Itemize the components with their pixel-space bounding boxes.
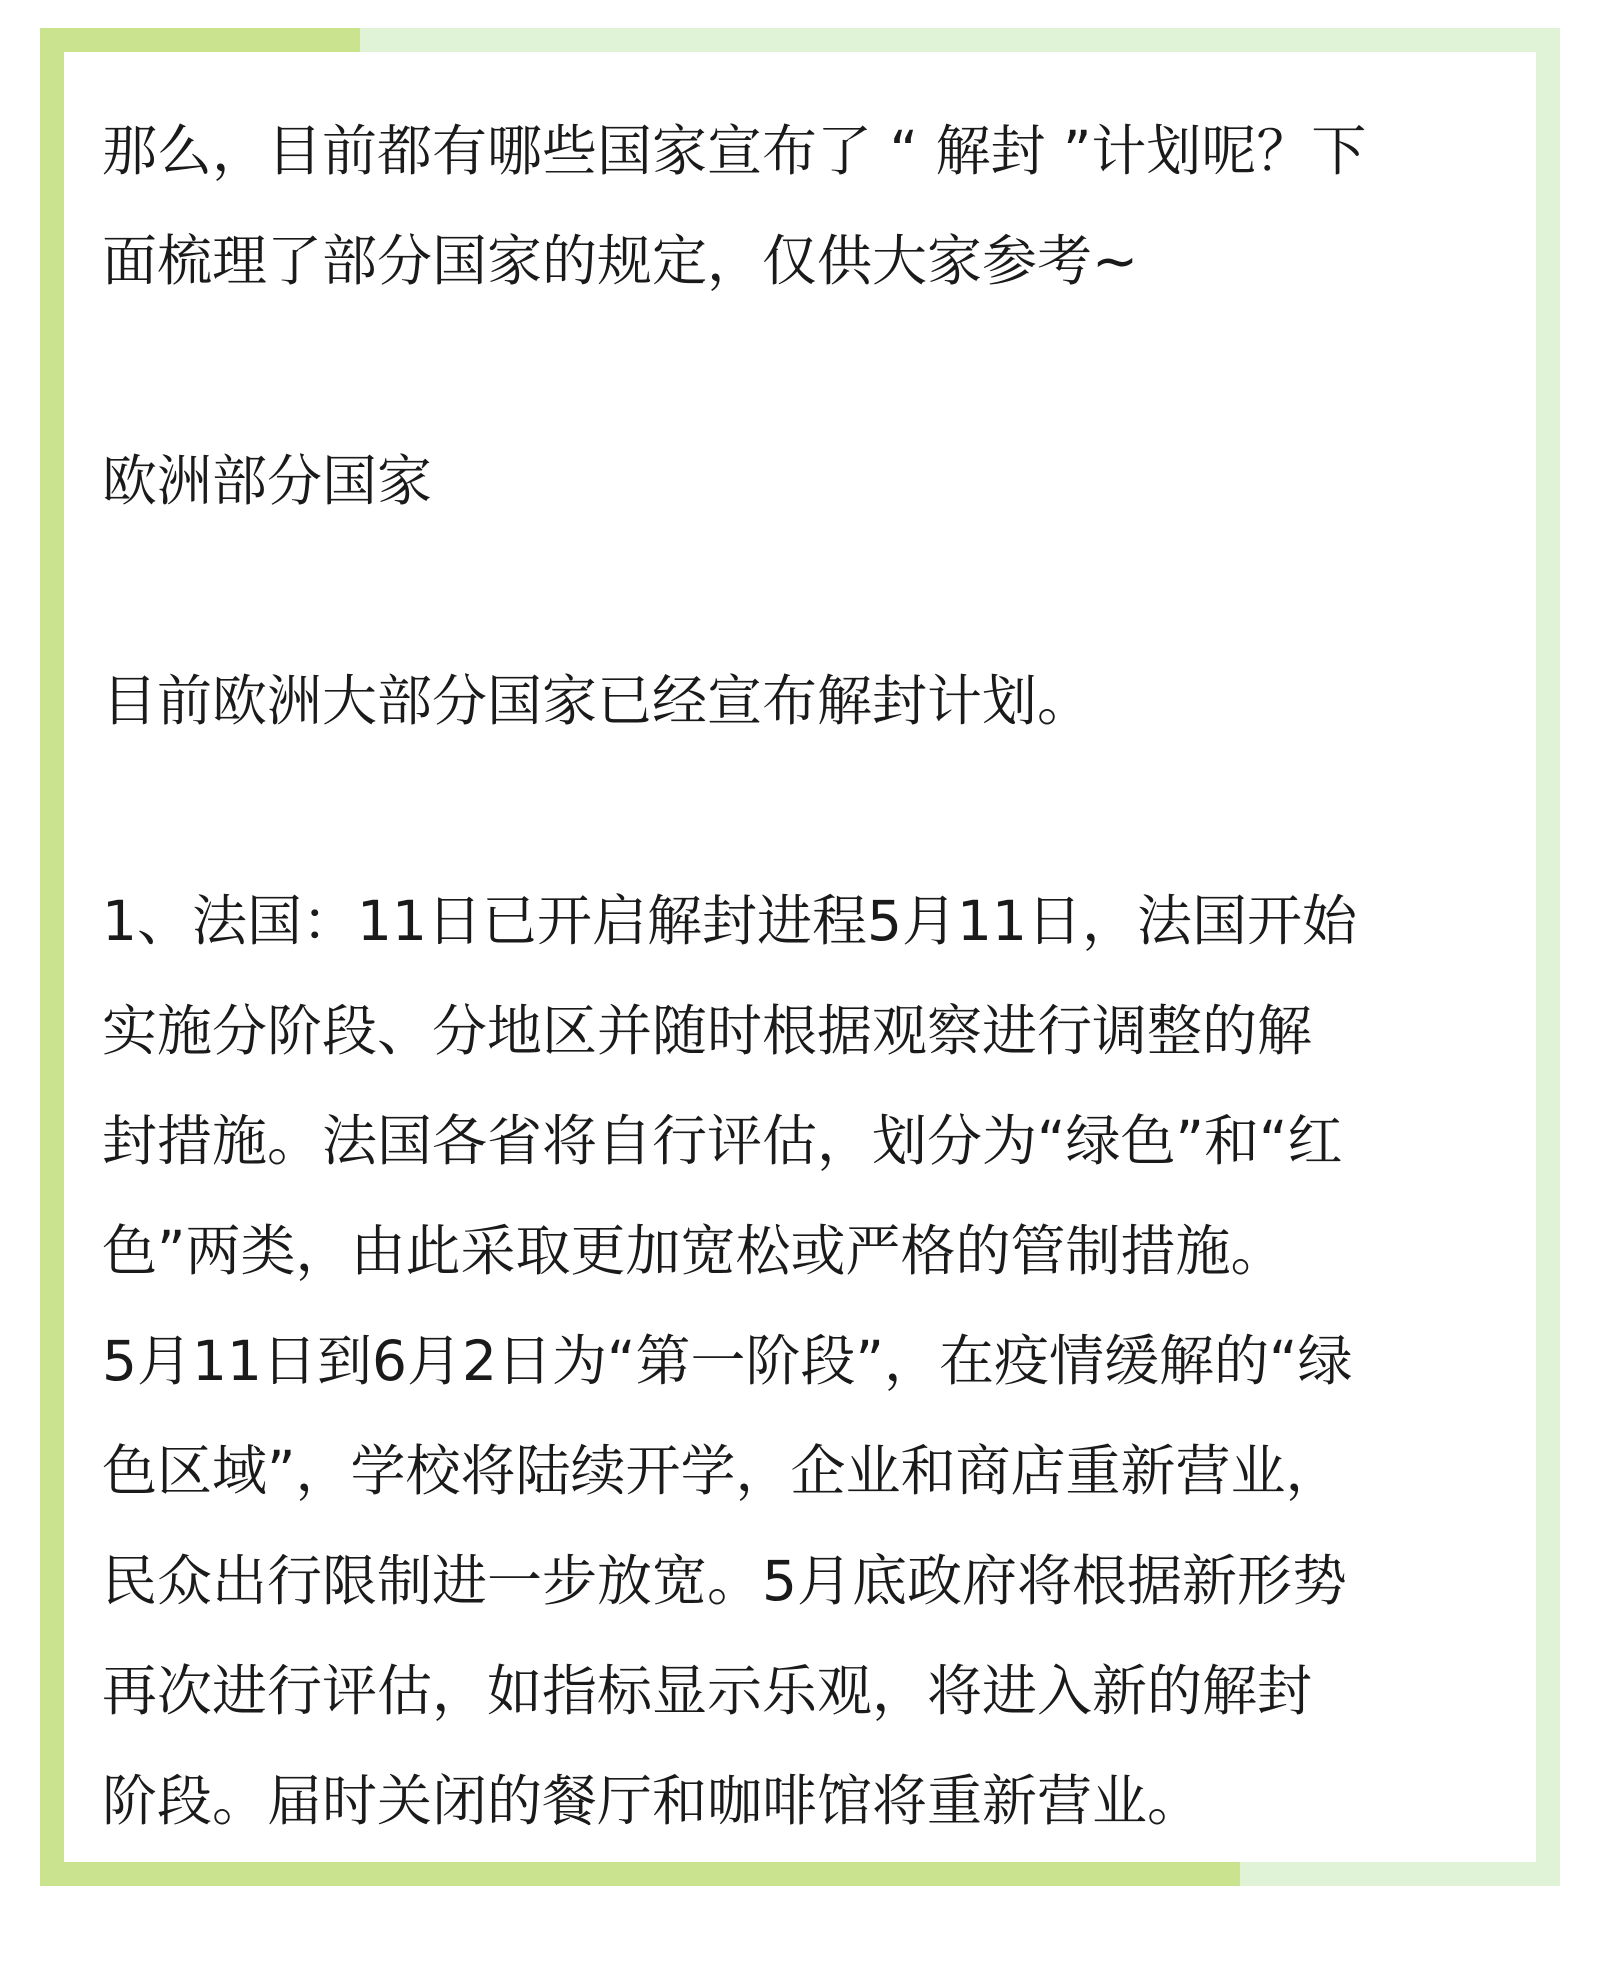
france-paragraph-line: 实施分阶段、分地区并随时根据观察进行调整的解: [102, 999, 1313, 1063]
frame-strip-bottom-accent: [40, 1862, 1240, 1886]
article-body: [102, 96, 1502, 1856]
paragraph-gap: [102, 756, 1502, 866]
france-paragraph-line: 5月11日到6月2日为“第一阶段”，在疫情缓解的“绿: [102, 1329, 1353, 1393]
frame-strip-top: [360, 28, 1560, 52]
europe-summary: 目前欧洲大部分国家已经宣布解封计划。: [102, 669, 1093, 733]
intro-line: 那么，目前都有哪些国家宣布了 “ 解封 ”计划呢？下: [102, 119, 1367, 183]
france-paragraph-line: 色”两类，由此采取更加宽松或严格的管制措施。: [102, 1219, 1286, 1283]
intro-line: 面梳理了部分国家的规定，仅供大家参考~: [102, 229, 1139, 293]
paragraph-gap: [102, 316, 1502, 426]
france-paragraph-line: 阶段。届时关闭的餐厅和咖啡馆将重新营业。: [102, 1769, 1203, 1833]
france-paragraph-line: 再次进行评估，如指标显示乐观，将进入新的解封: [102, 1659, 1313, 1723]
france-paragraph-line: 民众出行限制进一步放宽。5月底政府将根据新形势: [102, 1549, 1347, 1613]
france-paragraph-line: 封措施。法国各省将自行评估，划分为“绿色”和“红: [102, 1109, 1343, 1173]
frame-strip-top-accent: [40, 28, 360, 52]
frame-strip-bottom: [1240, 1862, 1560, 1886]
section-heading: 欧洲部分国家: [102, 449, 433, 513]
france-paragraph-line: 1、法国：11日已开启解封进程5月11日，法国开始: [102, 889, 1357, 953]
frame-strip-left: [40, 28, 64, 1886]
france-paragraph-line: 色区域”，学校将陆续开学，企业和商店重新营业，: [102, 1439, 1341, 1503]
frame-strip-right: [1536, 28, 1560, 1886]
paragraph-gap: [102, 536, 1502, 646]
